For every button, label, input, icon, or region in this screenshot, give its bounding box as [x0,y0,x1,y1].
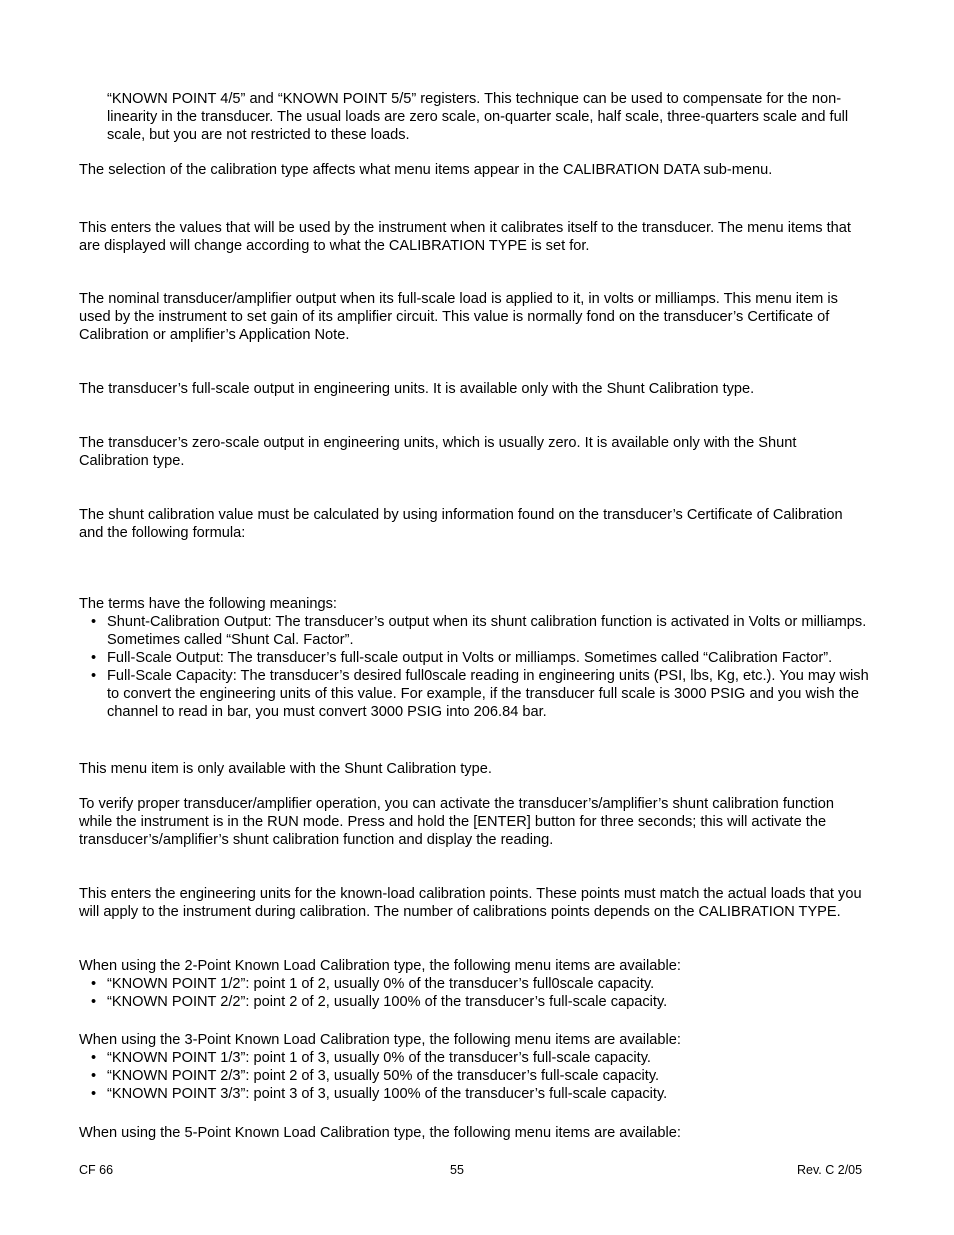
list-item: • “KNOWN POINT 1/2”: point 1 of 2, usually 0% of the transducer’s full0scale capacity. [79,975,869,993]
three-point-intro: When using the 3-Point Known Load Calibration type, the following menu items are available: [79,1032,681,1048]
terms-list [79,613,869,721]
amplifier-output-description: The nominal transducer/amplifier output when its full-scale load is applied to it, in volts or milliamps. This menu item is used by the instrument to set gain of its amplifier circuit. This value is normally fond on the transducer’s Certificate of Calibration or amplifier’s Application Note. [79,291,838,343]
full-scale-description: The transducer’s full-scale output in engineering units. It is available only with the Shunt Calibration type. [79,381,755,397]
calibration-type-note: The selection of the calibration type affects what menu items appear in the CALIBRATION DATA sub-menu. [79,162,773,178]
footer-page-number: 55 [450,1163,464,1177]
list-item: • “KNOWN POINT 1/3”: point 1 of 3, usually 0% of the transducer’s full-scale capacity. [79,1049,869,1067]
list-item: • “KNOWN POINT 2/2”: point 2 of 2, usually 100% of the transducer’s full-scale capacity. [79,993,869,1011]
list-item: • Shunt-Calibration Output: The transducer’s output when its shunt calibration function is activated in Volts or milliamps. Sometimes called “Shunt Cal. Factor”. [79,613,869,649]
five-point-intro: When using the 5-Point Known Load Calibration type, the following menu items are available: [79,1125,681,1141]
two-point-list [79,975,869,1011]
terms-intro: The terms have the following meanings: [79,596,337,612]
footer-revision: Rev. C 2/05 [797,1163,863,1177]
shunt-availability-note: This menu item is only available with the Shunt Calibration type. [79,761,492,777]
list-item: • “KNOWN POINT 2/3”: point 2 of 3, usually 50% of the transducer’s full-scale capacity. [79,1067,869,1085]
three-point-list [79,1049,869,1103]
zero-scale-description: The transducer’s zero-scale output in engineering units, which is usually zero. It is available only with the Shunt Calibration type. [79,435,797,469]
shunt-calibration-description: The shunt calibration value must be calculated by using information found on the transducer’s Certificate of Calibration and the following formula: [79,507,843,541]
list-item: • Full-Scale Capacity: The transducer’s desired full0scale reading in engineering units (PSI, lbs, Kg, etc.). You may wish to convert the engineering units of this value. For example, if the transducer full scale is 3000 PSIG and you wish the channel to read in bar, you must convert 3000 PSIG into 206.84 bar. [79,667,869,721]
list-item: • Full-Scale Output: The transducer’s full-scale output in Volts or milliamps. Sometimes called “Calibration Factor”. [79,649,869,667]
continued-paragraph: “KNOWN POINT 4/5” and “KNOWN POINT 5/5” registers. This technique can be used to compensate for the non-linearity in the transducer. The usual loads are zero scale, on-quarter scale, half scale, three-quarters scale and full scale, but you are not restricted to these loads. [107,91,849,143]
calibration-data-description: This enters the values that will be used by the instrument when it calibrates itself to the transducer. The menu items that are displayed will change according to what the CALIBRATION TYPE is set for. [79,220,851,254]
two-point-intro: When using the 2-Point Known Load Calibration type, the following menu items are available: [79,958,681,974]
list-item: • “KNOWN POINT 3/3”: point 3 of 3, usually 100% of the transducer’s full-scale capacity. [79,1085,869,1103]
footer-doc-id: CF 66 [79,1163,114,1177]
shunt-verify-paragraph: To verify proper transducer/amplifier operation, you can activate the transducer’s/amplifier’s shunt calibration function while the instrument is in the RUN mode. Press and hold the [ENTER] button for three seconds; this will activate the transducer’s/amplifier’s shunt calibration function and display the reading. [79,796,834,848]
known-load-description: This enters the engineering units for the known-load calibration points. These points must match the actual loads that you will apply to the instrument during calibration. The number of calibrations points depends on the CALIBRATION TYPE. [79,886,862,920]
